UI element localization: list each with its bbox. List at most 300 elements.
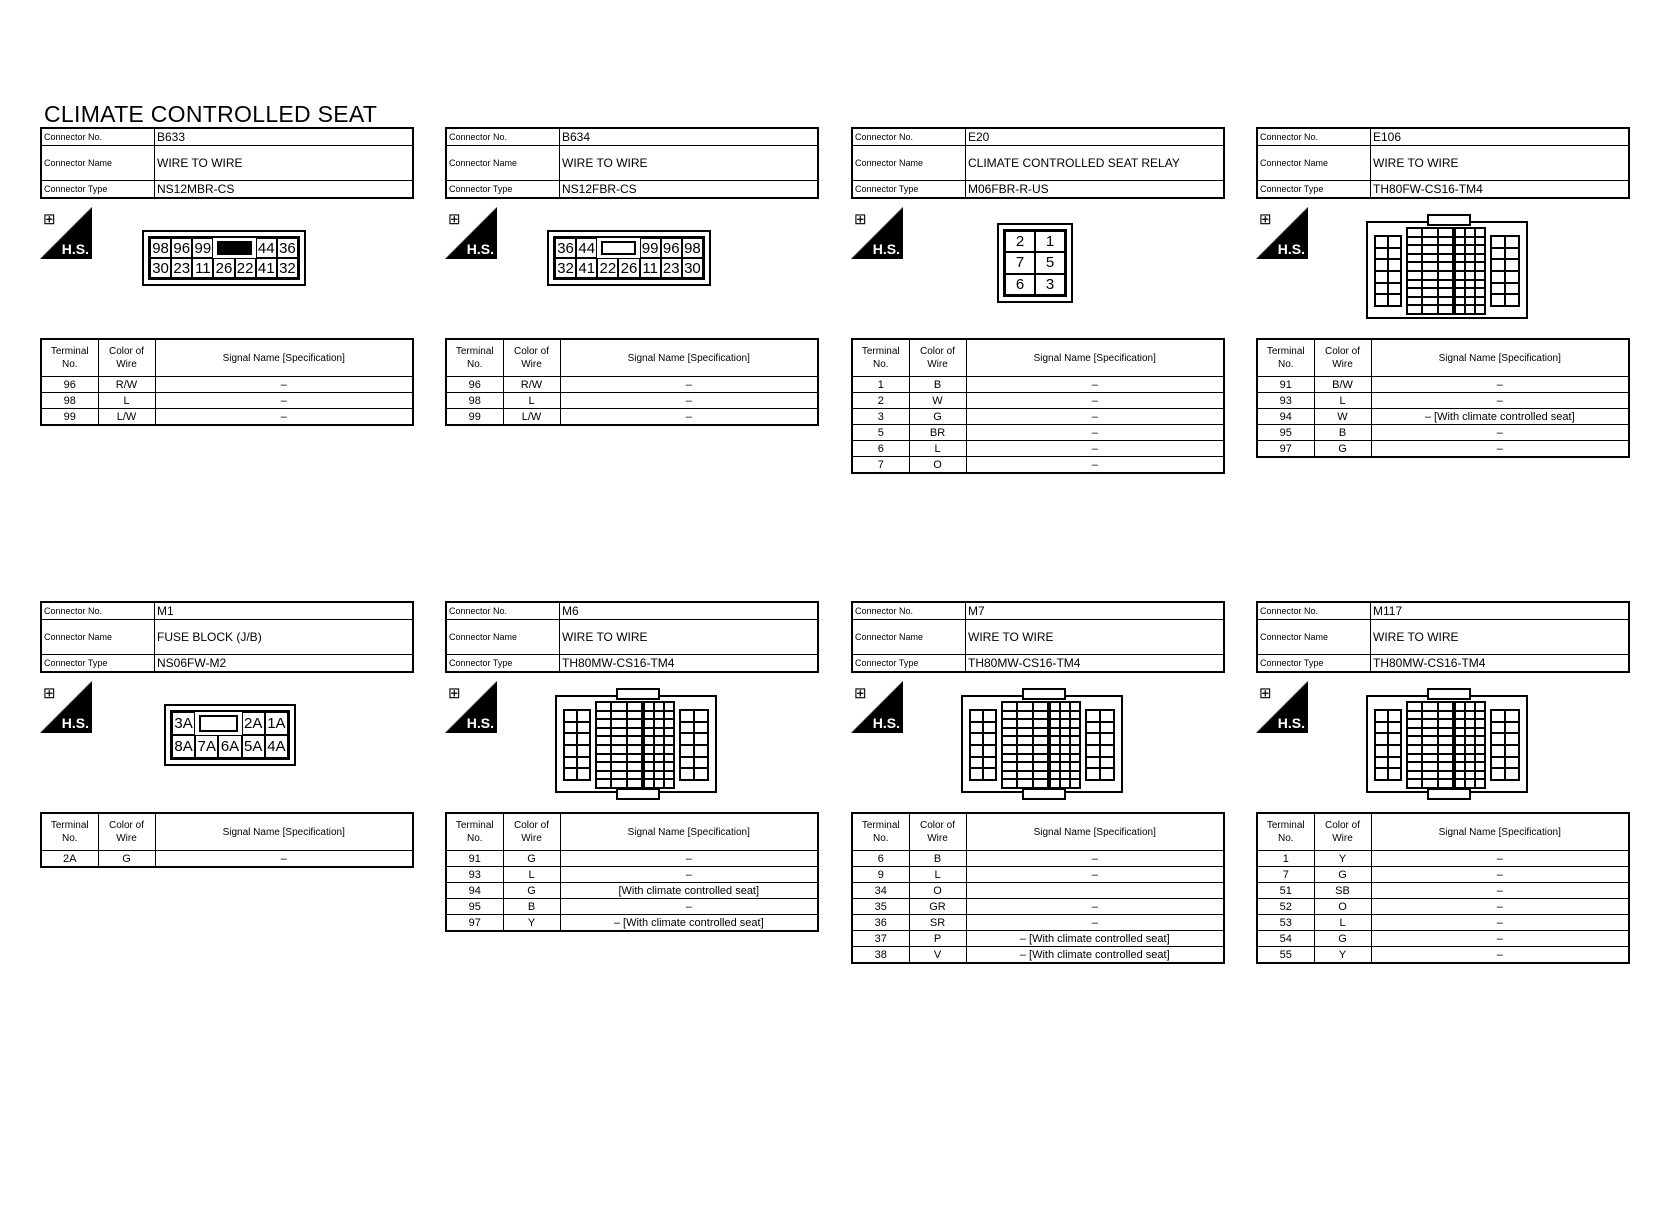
pin: [1070, 702, 1080, 711]
wire-color: B: [909, 377, 966, 393]
pin: [611, 754, 626, 763]
signal-name: –: [560, 851, 818, 867]
pin: [1017, 719, 1032, 728]
hs-icon: [445, 207, 497, 259]
pin: 7: [1005, 252, 1035, 273]
table-row: [1257, 851, 1629, 867]
pin: [1455, 762, 1465, 771]
pin: [627, 728, 642, 737]
pin: [1465, 754, 1475, 763]
signal-name: –: [1371, 883, 1629, 899]
pin: [1455, 254, 1465, 263]
pin: [1422, 297, 1437, 306]
pin: [1505, 236, 1519, 248]
pin: [654, 702, 664, 711]
signal-header: Signal Name [Specification]: [560, 813, 818, 851]
pin: [680, 733, 694, 745]
pin: [1407, 305, 1422, 314]
wire-color: V: [909, 947, 966, 964]
pin: [1475, 237, 1485, 246]
color-header: Color of Wire: [1314, 339, 1371, 377]
hs-icon: [1256, 207, 1308, 259]
table-row: [1257, 441, 1629, 458]
pin: [1407, 702, 1422, 711]
pin: [1491, 236, 1505, 248]
pin: [611, 762, 626, 771]
pin: 22: [597, 258, 618, 278]
pin: [1050, 745, 1060, 754]
pin: [1050, 771, 1060, 780]
pin: [664, 719, 674, 728]
table-row: [852, 441, 1224, 457]
pin: [1002, 779, 1017, 788]
pin: [1388, 745, 1401, 757]
pin: [1455, 728, 1465, 737]
pin: [1407, 280, 1422, 289]
terminal-no: 1: [852, 377, 909, 393]
pin: [644, 745, 654, 754]
pin: [1491, 248, 1505, 260]
pin: [1438, 736, 1453, 745]
pin: 1A: [265, 712, 288, 735]
signal-name: –: [155, 409, 413, 426]
wire-color: R/W: [503, 377, 560, 393]
pin: [1017, 711, 1032, 720]
pin: [1438, 754, 1453, 763]
pin: [664, 754, 674, 763]
pin: 98: [682, 238, 703, 258]
pin: [1475, 736, 1485, 745]
pin: [1475, 754, 1485, 763]
connector-no-label: Connector No.: [852, 128, 966, 146]
wire-color: Y: [1314, 947, 1371, 964]
pin: [1465, 228, 1475, 237]
pin: [1060, 745, 1070, 754]
table-row: [852, 393, 1224, 409]
connector-face: [961, 695, 1123, 793]
pin: [1475, 245, 1485, 254]
pin: [983, 722, 996, 734]
connector-type-value: TH80MW-CS16-TM4: [560, 655, 819, 673]
pin: [1455, 719, 1465, 728]
terminal-no: 52: [1257, 899, 1314, 915]
pin: [611, 779, 626, 788]
connector-no-value: M1: [155, 602, 414, 620]
terminal-table: [851, 812, 1225, 964]
pin: [1491, 733, 1505, 745]
pin-block: [1490, 709, 1520, 781]
pin: [1455, 271, 1465, 280]
pin: [1505, 733, 1519, 745]
connector-type-value: NS06FW-M2: [155, 655, 414, 673]
connector-face: [142, 230, 306, 286]
pin: [1438, 762, 1453, 771]
pin: [1505, 283, 1519, 295]
pin: [983, 768, 996, 780]
pin: [1060, 779, 1070, 788]
pin: [1070, 762, 1080, 771]
signal-header: Signal Name [Specification]: [966, 339, 1224, 377]
pin: [1070, 754, 1080, 763]
pin: [1465, 771, 1475, 780]
pin: [596, 754, 611, 763]
pin: [1002, 728, 1017, 737]
pin: [1388, 271, 1401, 283]
table-row: [1257, 377, 1629, 393]
wire-color: L: [503, 393, 560, 409]
pin: [1475, 262, 1485, 271]
wire-color: GR: [909, 899, 966, 915]
pin: [1388, 733, 1401, 745]
pin: [1475, 305, 1485, 314]
connector-name-value: WIRE TO WIRE: [1371, 146, 1630, 181]
signal-header: Signal Name [Specification]: [155, 339, 413, 377]
pin: [1033, 736, 1048, 745]
connector-no-value: E106: [1371, 128, 1630, 146]
pin: [1455, 779, 1465, 788]
connector-face: [164, 704, 296, 766]
connector-name-label: Connector Name: [1257, 146, 1371, 181]
pin: [1375, 722, 1388, 734]
pin: [1438, 305, 1453, 314]
hs-icon: [851, 207, 903, 259]
connector-name-value: WIRE TO WIRE: [1371, 620, 1630, 655]
pin: [1491, 745, 1505, 757]
pin: [1465, 745, 1475, 754]
pin-block: [1490, 235, 1520, 307]
pin: [596, 762, 611, 771]
pin: [1100, 768, 1114, 780]
pin: [694, 757, 708, 769]
table-row: [446, 867, 818, 883]
pin: [596, 745, 611, 754]
pin: [596, 771, 611, 780]
signal-name: –: [1371, 947, 1629, 964]
connector-panel-e20: [851, 127, 1225, 474]
terminal-no: 96: [446, 377, 503, 393]
pin: [970, 745, 983, 757]
pin: [1455, 736, 1465, 745]
color-header: Color of Wire: [503, 339, 560, 377]
pin: [1407, 254, 1422, 263]
pin: [1060, 754, 1070, 763]
signal-name: –: [155, 851, 413, 868]
signal-name: –: [1371, 393, 1629, 409]
pin: [1455, 754, 1465, 763]
pin: [664, 745, 674, 754]
pin: [577, 745, 590, 757]
pin: [694, 745, 708, 757]
connector-info-table: [1256, 127, 1630, 199]
color-header: Color of Wire: [909, 339, 966, 377]
wire-color: L/W: [98, 409, 155, 426]
pin: [1422, 711, 1437, 720]
pin: [1438, 288, 1453, 297]
connector-panel-m7: [851, 601, 1225, 964]
pin: [1475, 728, 1485, 737]
wire-color: G: [909, 409, 966, 425]
pin: [1060, 711, 1070, 720]
pin: 23: [171, 258, 192, 278]
connector-diagram: [1256, 199, 1630, 338]
pin: [1407, 771, 1422, 780]
pin: [1505, 259, 1519, 271]
pin: [596, 719, 611, 728]
hs-label: H.S.: [1277, 241, 1305, 257]
signal-name: –: [560, 377, 818, 393]
connector-no-value: B633: [155, 128, 414, 146]
pin: [664, 702, 674, 711]
signal-name: –: [1371, 851, 1629, 867]
pin: [970, 710, 983, 722]
connector-face: [1366, 221, 1528, 319]
connector-no-label: Connector No.: [446, 128, 560, 146]
terminal-no: 2: [852, 393, 909, 409]
wire-color: SB: [1314, 883, 1371, 899]
terminal-no: 95: [1257, 425, 1314, 441]
pin: [1422, 754, 1437, 763]
pin: [1033, 754, 1048, 763]
pin: [1375, 768, 1388, 780]
terminal-no: 91: [446, 851, 503, 867]
pin: [1050, 736, 1060, 745]
color-header: Color of Wire: [1314, 813, 1371, 851]
pin: [1407, 754, 1422, 763]
pin-block: [563, 709, 591, 781]
pin: 6A: [218, 735, 241, 758]
pin: 96: [171, 238, 192, 258]
color-header: Color of Wire: [503, 813, 560, 851]
pin: [654, 719, 664, 728]
pin: [1407, 779, 1422, 788]
connector-panel-m1: [40, 601, 414, 868]
connector-name-label: Connector Name: [446, 620, 560, 655]
pin: [1438, 262, 1453, 271]
pin: 99: [640, 238, 661, 258]
pin: 11: [192, 258, 213, 278]
pin: [596, 728, 611, 737]
pin: [1017, 754, 1032, 763]
hs-label: H.S.: [872, 241, 900, 257]
wire-color: L: [98, 393, 155, 409]
pin: [644, 702, 654, 711]
connector-name-value: WIRE TO WIRE: [155, 146, 414, 181]
pin: [1505, 757, 1519, 769]
wire-color: L: [1314, 393, 1371, 409]
terminal-no: 93: [1257, 393, 1314, 409]
pin-block: [679, 709, 709, 781]
table-row: [446, 377, 818, 393]
pin: 41: [256, 258, 277, 278]
wire-color: Y: [1314, 851, 1371, 867]
pin: [596, 779, 611, 788]
pin: [644, 728, 654, 737]
pin: [664, 762, 674, 771]
pin: [611, 736, 626, 745]
pin: [1475, 745, 1485, 754]
connector-no-label: Connector No.: [446, 602, 560, 620]
terminal-table: [851, 338, 1225, 474]
connector-diagram: [851, 199, 1225, 338]
pin: [1465, 297, 1475, 306]
pin-block: [1454, 701, 1486, 789]
table-row: [852, 425, 1224, 441]
pin: [654, 762, 664, 771]
table-row: [41, 409, 413, 426]
pin: [1017, 745, 1032, 754]
pin: [1375, 271, 1388, 283]
wire-color: Y: [503, 915, 560, 932]
pin: [1375, 259, 1388, 271]
wire-color: G: [503, 883, 560, 899]
terminal-no-header: Terminal No.: [1257, 339, 1314, 377]
connector-face-icon: ⊞: [43, 685, 56, 702]
pin: [1455, 297, 1465, 306]
pin: [1455, 280, 1465, 289]
wire-color: W: [909, 393, 966, 409]
pin: [1060, 719, 1070, 728]
terminal-no: 99: [446, 409, 503, 426]
pin: 44: [576, 238, 597, 258]
pin-block: [1049, 701, 1081, 789]
connector-face-icon: ⊞: [1259, 211, 1272, 228]
table-row: [446, 883, 818, 899]
connector-info-table: [445, 127, 819, 199]
pin: [1455, 245, 1465, 254]
pin: [1465, 762, 1475, 771]
table-row: [41, 851, 413, 868]
connector-type-label: Connector Type: [852, 655, 966, 673]
pin: [627, 754, 642, 763]
connector-panel-m6: [445, 601, 819, 932]
terminal-no: 6: [852, 851, 909, 867]
pin: 41: [576, 258, 597, 278]
pin: [1465, 719, 1475, 728]
pin: [1086, 768, 1100, 780]
terminal-no: 7: [852, 457, 909, 474]
connector-info-table: [851, 601, 1225, 673]
wire-color: SR: [909, 915, 966, 931]
pin: [970, 733, 983, 745]
pin: [1033, 711, 1048, 720]
pin: [1070, 719, 1080, 728]
connector-name-value: CLIMATE CONTROLLED SEAT RELAY: [966, 146, 1225, 181]
wire-color: L/W: [503, 409, 560, 426]
pin: [1388, 259, 1401, 271]
terminal-no: 91: [1257, 377, 1314, 393]
pin: [564, 710, 577, 722]
pin: 26: [213, 258, 234, 278]
pin: [1455, 228, 1465, 237]
pin: [1050, 762, 1060, 771]
pin: [611, 719, 626, 728]
signal-name: –: [1371, 899, 1629, 915]
terminal-no-header: Terminal No.: [1257, 813, 1314, 851]
wire-color: W: [1314, 409, 1371, 425]
pin: [611, 728, 626, 737]
pin: [983, 710, 996, 722]
pin: [1455, 262, 1465, 271]
signal-name: –: [966, 425, 1224, 441]
signal-name: –: [1371, 425, 1629, 441]
connector-type-label: Connector Type: [852, 181, 966, 199]
pin: [664, 771, 674, 780]
pin: [1465, 271, 1475, 280]
pin: [1375, 294, 1388, 306]
pin: [1465, 288, 1475, 297]
pin: [1505, 271, 1519, 283]
pin: [1388, 710, 1401, 722]
terminal-table: [1256, 338, 1630, 458]
pin: [1422, 728, 1437, 737]
pin: 5: [1035, 252, 1065, 273]
pin: [970, 722, 983, 734]
pin: [1438, 779, 1453, 788]
pin: [1407, 262, 1422, 271]
pin: [1407, 297, 1422, 306]
wire-color: G: [98, 851, 155, 868]
pin: [1422, 271, 1437, 280]
terminal-no-header: Terminal No.: [852, 339, 909, 377]
wire-color: L: [503, 867, 560, 883]
pin-block: [1374, 709, 1402, 781]
pin: [627, 771, 642, 780]
pin: [654, 711, 664, 720]
table-row: [446, 409, 818, 426]
pin: [1422, 305, 1437, 314]
terminal-no: 97: [446, 915, 503, 932]
connector-type-value: M06FBR-R-US: [966, 181, 1225, 199]
connector-name-label: Connector Name: [852, 146, 966, 181]
pin: [1375, 710, 1388, 722]
table-row: [852, 883, 1224, 899]
pin: [1407, 736, 1422, 745]
connector-name-value: WIRE TO WIRE: [560, 620, 819, 655]
pin: [1475, 719, 1485, 728]
signal-name: [966, 883, 1224, 899]
pin: [577, 733, 590, 745]
pin: [1033, 771, 1048, 780]
terminal-no: 5: [852, 425, 909, 441]
pin: [1491, 757, 1505, 769]
pin-block: [1001, 701, 1049, 789]
table-row: [852, 899, 1224, 915]
pin: [627, 745, 642, 754]
pin: [1407, 719, 1422, 728]
pin: [1475, 297, 1485, 306]
pin: [644, 736, 654, 745]
pin: [1060, 736, 1070, 745]
signal-name: –: [1371, 915, 1629, 931]
pin: [1438, 245, 1453, 254]
pin: [1070, 779, 1080, 788]
table-row: [852, 947, 1224, 964]
signal-header: Signal Name [Specification]: [155, 813, 413, 851]
pin: 8A: [172, 735, 195, 758]
pin: [1465, 702, 1475, 711]
connector-type-label: Connector Type: [1257, 655, 1371, 673]
pin: [1050, 719, 1060, 728]
pin: [564, 745, 577, 757]
connector-no-label: Connector No.: [41, 128, 155, 146]
signal-name: –: [155, 393, 413, 409]
pin: [1407, 237, 1422, 246]
connector-type-label: Connector Type: [446, 655, 560, 673]
pin: [1438, 280, 1453, 289]
terminal-no: 96: [41, 377, 98, 393]
pin: [1050, 711, 1060, 720]
pin: [1100, 710, 1114, 722]
